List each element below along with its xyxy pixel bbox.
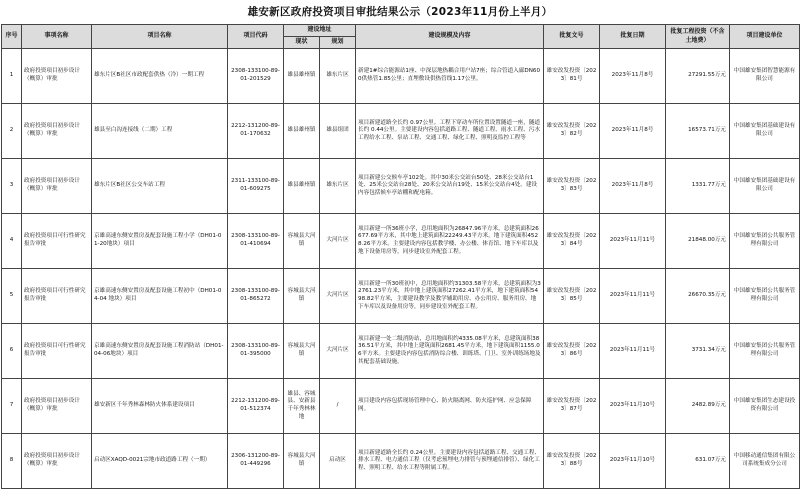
cell-doc: 雄安改发投资〔2023〕83号 [544, 159, 600, 214]
header-code: 项目代码 [228, 25, 284, 49]
cell-code: 2311-133100-89-01-609275 [228, 159, 284, 214]
table-row [2, 214, 800, 269]
cell-date: 2023年11月10号 [600, 434, 666, 489]
cell-code: 2308-133100-89-01-410694 [228, 214, 284, 269]
header-location-plan: 规划 [320, 37, 356, 49]
cell-investment: 1331.77万元 [666, 159, 730, 214]
cell-doc: 雄安改发投资〔2023〕82号 [544, 104, 600, 159]
cell-scale: 项目建设内容包括现场管理中心、防火隔离网、防火巡护网、应急保障网。 [356, 379, 544, 434]
cell-investment: 21848.00万元 [666, 214, 730, 269]
cell-no: 7 [2, 379, 22, 434]
cell-current: 容城县大河镇 [284, 269, 320, 324]
cell-doc: 雄安改发投资〔2023〕84号 [544, 214, 600, 269]
cell-no: 5 [2, 269, 22, 324]
cell-investment: 3731.34万元 [666, 324, 730, 379]
header-location-current: 现状 [284, 37, 320, 49]
cell-unit: 中国雄安集团公共服务管理有限公司 [730, 324, 800, 379]
table-row [2, 159, 800, 214]
cell-current: 雄县、容城县、安新县千年秀林林地 [284, 379, 320, 434]
cell-matter: 政府投资项目可行性研究报告审批 [22, 269, 92, 324]
header-matter: 事项名称 [22, 25, 92, 49]
table-row [2, 104, 800, 159]
header-investment: 批复工程投资（不含土地费） [666, 25, 730, 49]
cell-date: 2023年11月8号 [600, 104, 666, 159]
cell-unit: 中国雄安集团公共服务管理有限公司 [730, 269, 800, 324]
cell-code: 2212-131200-89-01-512374 [228, 379, 284, 434]
cell-date: 2023年11月10号 [600, 379, 666, 434]
cell-investment: 26670.35万元 [666, 269, 730, 324]
cell-investment: 16573.71万元 [666, 104, 730, 159]
cell-doc: 雄安改发投资〔2023〕81号 [544, 49, 600, 104]
cell-scale: 新建1#综合能源站1座、中深层地热耦合用户站7座；综合管道入廊DN600供热管1.85公里；直埋敷设供热管线1.17公里。 [356, 49, 544, 104]
cell-matter: 政府投资项目初步设计（概算）审批 [22, 159, 92, 214]
cell-date: 2023年11月8号 [600, 49, 666, 104]
cell-current: 雄县雄州镇 [284, 49, 320, 104]
cell-unit: 中国雄安集团基础建设有限公司 [730, 159, 800, 214]
cell-project: 雄县至白沟连接线（二期）工程 [92, 104, 228, 159]
cell-project: 雄安新区千年秀林森林防火体系建设项目 [92, 379, 228, 434]
cell-unit: 中国雄安集团公共服务管理有限公司 [730, 214, 800, 269]
cell-scale: 项目新建道路全长约 0.97公里。工程下穿动车所位置设置隧道一座，隧道长约 0.44公里。主要建设内容包括道路工程、隧道工程、雨水工程、污水工程给水工程、泵站工程、交通工程、绿化工程、照明及监控工程等 [356, 104, 544, 159]
cell-investment: 2482.89万元 [666, 379, 730, 434]
cell-matter: 政府投资项目可行性研究报告审批 [22, 214, 92, 269]
cell-current: 雄县雄州镇 [284, 159, 320, 214]
cell-scale: 项目新建道路全长约 0.24公里。主要建设内容包括道路工程、交通工程、排水工程、电力通信工程（仅考虑预埋电力排管与预埋通信排管）、绿化工程、照明工程、给水工程等附属工程。 [356, 434, 544, 489]
cell-matter: 政府投资项目初步设计（概算）审批 [22, 49, 92, 104]
cell-plan: 大河片区 [320, 324, 356, 379]
cell-unit: 中国雄安集团基础建设有限公司 [730, 104, 800, 159]
header-unit: 项目建设单位 [730, 25, 800, 49]
cell-scale: 项目新建公交候车亭102处。其中30米公交站台50处、28米公交站台1处、25米公交站台28处、20米公交站台19处、15米公交站台4处。建设内容包括候车亭站棚和配电箱。 [356, 159, 544, 214]
cell-no: 8 [2, 434, 22, 489]
cell-date: 2023年11月11号 [600, 214, 666, 269]
cell-project: 雄东片区B社区公交车站工程 [92, 159, 228, 214]
cell-plan: 启动区 [320, 434, 356, 489]
cell-project: 雄东片区B社区市政配套供热（冷）一期工程 [92, 49, 228, 104]
cell-no: 6 [2, 324, 22, 379]
cell-code: 2308-133100-89-01-395000 [228, 324, 284, 379]
cell-unit: 中国雄安集团生态建设投资有限公司 [730, 379, 800, 434]
cell-project: 京雄高速东侧安置房及配套设施工程消防站（DH01-04-06地块）项目 [92, 324, 228, 379]
cell-project: 京雄高速东侧安置房及配套设施工程小学（DH01-01-20地块）项目 [92, 214, 228, 269]
cell-scale: 项目新建一处二级消防站，总用地面积约4335.08平方米，总建筑面积3836.51平方米，其中地上建筑面积2681.45平方米，地下建筑面积1155.06平方米。主要建设内容包括消防综合楼、训练塔、门卫、室外训练场地及其配套基础设施。 [356, 324, 544, 379]
cell-code: 2306-131200-89-01-449296 [228, 434, 284, 489]
cell-plan: 雄东片区 [320, 159, 356, 214]
cell-plan: 雄东片区 [320, 49, 356, 104]
header-project: 项目名称 [92, 25, 228, 49]
cell-code: 2308-133100-89-01-865272 [228, 269, 284, 324]
header-scale: 建设规模及内容 [356, 25, 544, 49]
cell-current: 容城县大河镇 [284, 324, 320, 379]
cell-matter: 政府投资项目可行性研究报告审批 [22, 324, 92, 379]
header-no: 序号 [2, 25, 22, 49]
cell-doc: 雄安改发投资〔2023〕88号 [544, 434, 600, 489]
table-row [2, 434, 800, 489]
cell-unit: 中国移动通信集团有限公司系统集成分公司 [730, 434, 800, 489]
cell-matter: 政府投资项目初步设计（概算）审批 [22, 379, 92, 434]
table-row [2, 379, 800, 434]
cell-current: 容城县大河镇 [284, 434, 320, 489]
cell-plan: / [320, 379, 356, 434]
cell-date: 2023年11月11号 [600, 324, 666, 379]
table-row [2, 324, 800, 379]
cell-no: 4 [2, 214, 22, 269]
cell-date: 2023年11月11号 [600, 269, 666, 324]
cell-matter: 政府投资项目初步设计（概算）审批 [22, 104, 92, 159]
cell-plan: 大河片区 [320, 269, 356, 324]
cell-project: 启动区XAQD-0021宗地市政道路工程（一期） [92, 434, 228, 489]
cell-plan: 大河片区 [320, 214, 356, 269]
cell-current: 容城县大河镇 [284, 214, 320, 269]
cell-investment: 27291.55万元 [666, 49, 730, 104]
cell-date: 2023年11月8号 [600, 159, 666, 214]
cell-code: 2212-131200-89-01-170632 [228, 104, 284, 159]
cell-no: 3 [2, 159, 22, 214]
cell-unit: 中国雄安集团智慧能源有限公司 [730, 49, 800, 104]
table-row [2, 49, 800, 104]
header-location: 建设地址 [284, 25, 356, 37]
header-date: 批复日期 [600, 25, 666, 49]
cell-code: 2308-133100-89-01-201529 [228, 49, 284, 104]
cell-matter: 政府投资项目初步设计（概算）审批 [22, 434, 92, 489]
cell-current: 雄县雄州镇 [284, 104, 320, 159]
cell-no: 2 [2, 104, 22, 159]
cell-scale: 项目新建一所36班小学，总用地面积为26847.96平方米，总建筑面积26677.69平方米，其中地上建筑面积22249.43平方米，地下建筑面积4528.26平方米。主要建设内容包括教学楼、办公楼、体育馆、地下车库以及地下设备用房等，同步建设室外配套工程。 [356, 214, 544, 269]
cell-project: 京雄高速东侧安置房及配套设施工程初中（DH01-04-04 地块）项目 [92, 269, 228, 324]
table-row [2, 269, 800, 324]
cell-scale: 项目新建一所30班初中，总用地面积约31303.58平方米，总建筑面积为32761.23平方米，其中地上建筑面积27262.41平方米，地下建筑面积5498.82平方米，主要建设教学及教学辅助用房、办公用房、服务用房、地下车库以及设备用房等，同步建设室外配套工程。 [356, 269, 544, 324]
cell-doc: 雄安改发投资〔2023〕85号 [544, 269, 600, 324]
cell-doc: 雄安改发投资〔2023〕87号 [544, 379, 600, 434]
header-doc: 批复文号 [544, 25, 600, 49]
cell-plan: 雄县组团 [320, 104, 356, 159]
cell-investment: 631.07万元 [666, 434, 730, 489]
cell-no: 1 [2, 49, 22, 104]
cell-doc: 雄安改发投资〔2023〕86号 [544, 324, 600, 379]
page-title: 雄安新区政府投资项目审批结果公示（2023年11月份上半月） [247, 6, 553, 18]
approval-table [1, 24, 800, 489]
